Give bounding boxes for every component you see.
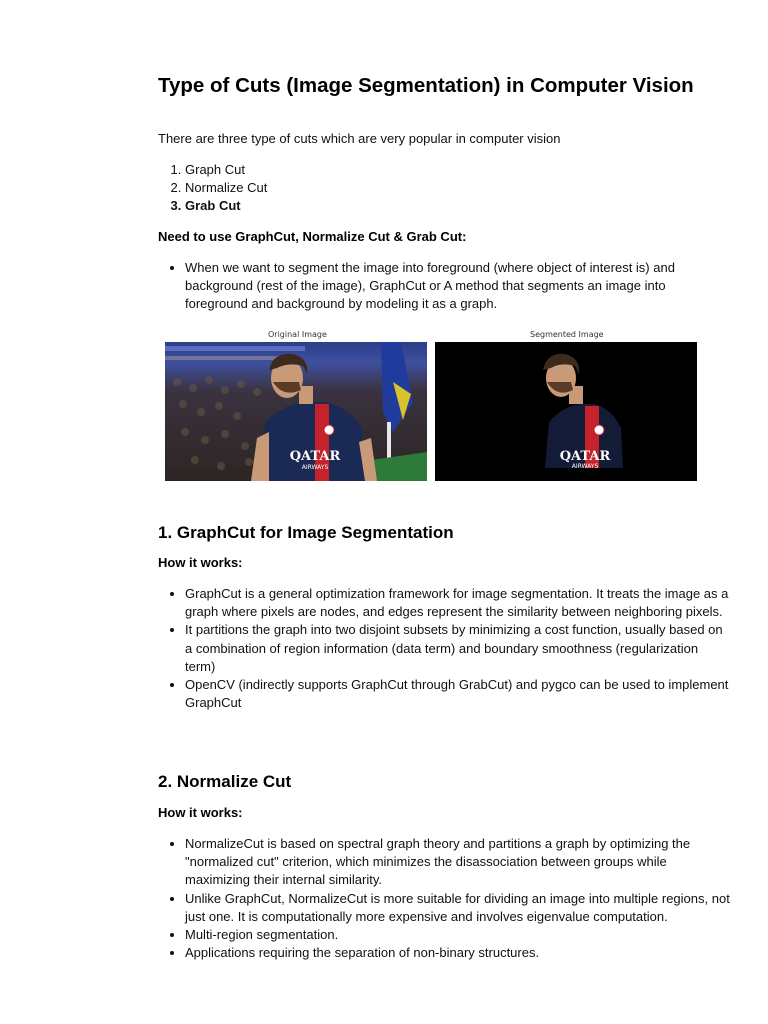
list-item: • When we want to segment the image into foreground (where object of interest is) and background (rest of the image), GraphCut or A method that segments an image into foreground and background by modeling it as a graph. [185,259,730,314]
list-item: • GraphCut is a general optimization framework for image segmentation. It treats the image as a graph where pixels are nodes, and edges represent the similarity between neighboring pixels. [185,585,730,621]
jersey-subtext: AIRWAYS [571,463,599,470]
section2-heading: 2. Normalize Cut [158,772,292,791]
section1-bullets [158,585,730,712]
section1-how-heading: How it works: [158,555,243,570]
original-image [165,342,427,481]
list-item: 1. Graph Cut [185,161,267,179]
jersey-subtext: AIRWAYS [301,464,329,471]
segmented-image [435,342,697,481]
figure-caption-segmented: Segmented Image [530,330,604,339]
segmentation-figure [165,330,697,482]
section2-how-heading: How it works: [158,805,243,820]
list-item: • NormalizeCut is based on spectral graph theory and partitions a graph by optimizing the "normalized cut" criterion, which minimizes the disassociation between groups while maximizing their internal similarity. [185,835,730,890]
list-item: • Unlike GraphCut, NormalizeCut is more suitable for dividing an image into multiple regions, not just one. It is computationally more expensive and involves eigenvalue computation. [185,890,730,926]
list-item: 3. Grab Cut [185,197,267,215]
page-title: Type of Cuts (Image Segmentation) in Computer Vision [158,74,694,97]
list-item: • OpenCV (indirectly supports GraphCut through GrabCut) and pygco can be used to implement GraphCut [185,676,730,712]
cut-types-list [158,161,267,215]
list-item: • It partitions the graph into two disjoint subsets by minimizing a cost function, usually based on a combination of region information (data term) and boundary smoothness (regularization term) [185,621,730,676]
section1-heading: 1. GraphCut for Image Segmentation [158,523,454,542]
list-item: • Applications requiring the separation of non-binary structures. [185,944,730,962]
figure-caption-original: Original Image [268,330,327,339]
intro-paragraph: There are three type of cuts which are very popular in computer vision [158,131,561,146]
need-bullets [158,259,730,314]
list-item: • Multi-region segmentation. [185,926,730,944]
list-item: 2. Normalize Cut [185,179,267,197]
need-heading: Need to use GraphCut, Normalize Cut & Grab Cut: [158,229,467,244]
jersey-text: QATAR [559,449,611,464]
jersey-text: QATAR [289,449,341,464]
section2-bullets [158,835,730,962]
